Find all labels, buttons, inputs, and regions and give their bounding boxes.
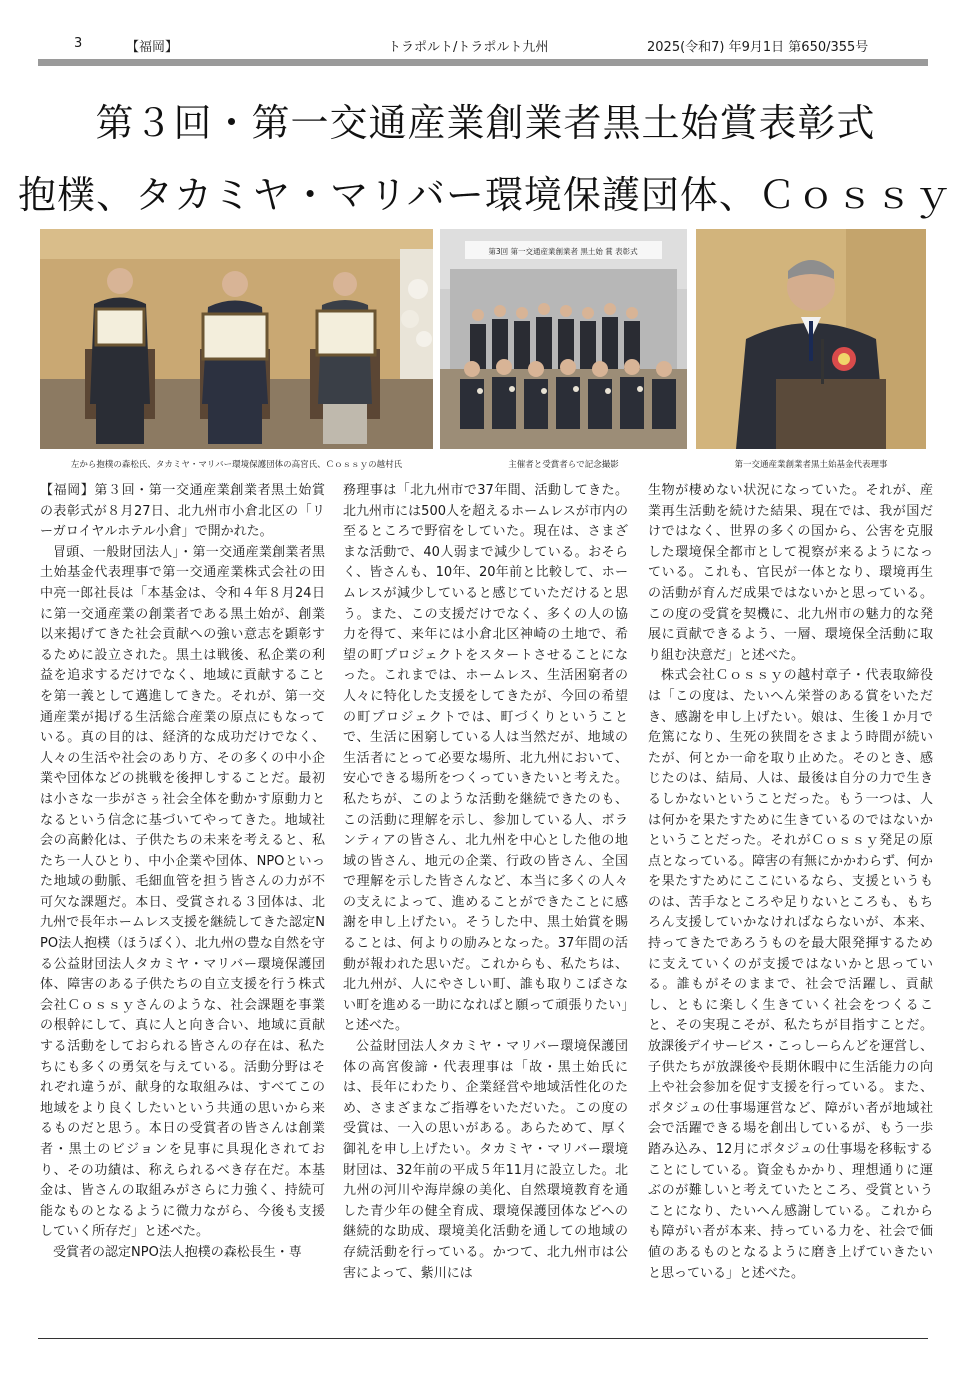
paragraph: 公益財団法人タカミヤ・マリバー環境保護団体の高宮俊諦・代表理事は「故・黒土始氏には、長年にわたり、企業経営や地域活性化のため、さまざまなご指導をいただいた。この度の受賞は、一入の思いがある。あらためて、厚く御礼を申し上げたい。タカミヤ・マリバー環境財団は、32年前の平成５年11月に設立した。北九州の河川や海岸線の美化、自然環境教育を通した青少年の健全育成、環境保護団体などへの継続的な助成、環境美化活動を通しての地域の存続活動を行っている。かつて、北九州市は公害によって、紫川には (343, 1039, 628, 1281)
region-label: 【福岡】 (126, 40, 179, 55)
photo-caption-2: 主催者と受賞者らで記念撮影 (508, 460, 619, 470)
article-column-3 (648, 481, 933, 1284)
paragraph: 【福岡】第３回・第一交通産業創業者黒土始賞の表彰式が８月27日、北九州市小倉北区の「リーガロイヤルホテル小倉」で開かれた。 (40, 483, 325, 540)
paragraph: 務理事は「北九州市で37年間、活動してきた。北九州市には500人を超えるホームレスが市内の至るところで野宿をしていた。現在は、さまざまな活動で、40人弱まで減少している。おそらく、皆さんも、10年、20年前と比較して、ホームレスが減少していると感じていただけると思う。また、この支援だけでなく、多くの人の協力を得て、来年には小倉北区神崎の土地で、希望の町プロジェクトをスタートさせることになった。これまでは、ホームレス、生活困窮者の人々に特化した支援をしてきたが、今回の希望の町プロジェクトでは、町づくりということで、生活に困窮している人は当然だが、地域の生活者にとって必要な場所、北九州において、安心できる場所をつくっていきたいと考えた。私たちが、このような活動を継続できたのも、この活動に理解を示し、参加している人、ボランティアの皆さん、北九州を中心とした他の地域の皆さん、地元の企業、行政の皆さん、全国で理解を示した皆さんなど、本当に多くの人々の支えによって、進めることができたことに感謝を申し上げたい。そうした中、黒土始賞を賜ることは、何よりの励みとなった。37年間の活動が報われた思いだ。これからも、私たちは、北九州が、人にやさしい町、誰も取りこぼさない町を進める一助になればと願って頑張りたい」と述べた。 (343, 483, 628, 1034)
paragraph: 株式会社Ｃｏｓｓｙの越村章子・代表取締役は「この度は、たいへん栄誉のある賞をいただき、感謝を申し上げたい。娘は、生後１か月で危篤になり、生死の狭間をさまよう時間が続いたが、何とか一命を取り止めた。そのとき、感じたのは、結局、人は、最後は自分の力で生きるしかないということだった。もう一つは、人は何かを果たすために生きているのではないかということだった。それがＣｏｓｓｙ発足の原点となっている。障害の有無にかかわらず、何かを果たすためにここにいるなら、支援というものは、苦手なところや足りないところも、もちろん支援していかなければならないが、本来、持ってきたであろうものを最大限発揮するために支えていくのが支援ではないかと思っている。誰もがそのままで、社会で活躍し、貢献し、ともに楽しく生きていく社会をつくること、その実現こそが、私たちが目指すことだ。放課後デイサービス・こっしーらんどを運営し、子供たちが放課後や長期休暇中に生活能力の向上や社会参加を促す支援を行っている。また、ポタジュの仕事場運営など、障がい者が地域社会で活躍できる場を創出しているが、もう一歩踏み込み、12月にポタジュの仕事場を移転することにしている。資金もかかり、理想通りに運ぶのが難しいと考えていたところ、受賞ということになり、たいへん感謝している。これからも障がい者が本来、持っている力を、社会で価値のあるものとなるように磨き上げていきたいと思っている」と述べた。 (648, 668, 933, 1281)
photo-caption-3: 第一交通産業創業者黒土始基金代表理事 (734, 460, 888, 470)
headline-line-1: 第３回・第一交通産業創業者黒土始賞表彰式 (95, 101, 876, 145)
photo-caption-1: 左から抱樸の森松氏、タカミヤ・マリバー環境保護団体の高宮氏、Ｃｏｓｓｙの越村氏 (70, 460, 403, 470)
paragraph: 受賞者の認定NPO法人抱樸の森松長生・専 (53, 1244, 302, 1260)
page-number: 3 (74, 36, 83, 51)
headline-line-2: 抱樸、タカミヤ・マリバー環境保護団体、Ｃｏｓｓｙ (18, 173, 953, 217)
page-header (38, 36, 928, 56)
article-column-1 (40, 481, 325, 1264)
event-banner-text: 第3回 第一交通産業創業者 黒土始 賞 表彰式 (488, 247, 638, 256)
header-rule (38, 59, 928, 66)
paragraph: 生物が棲めない状況になっていた。それが、産業再生活動を続けた結果、現在では、我が国だけではなく、世界の多くの国から、公害を克服した環境保全都市として視察が来るようになっている。これも、官民が一体となり、環境再生の活動が育んだ成果ではないかと思っている。この度の受賞を契機に、北九州市の魅力的な発展に貢献できるよう、一層、環境保全活動に取り組む決意だ」と述べた。 (648, 483, 933, 663)
photo-speaker-podium (696, 229, 926, 449)
photo-award-recipients (40, 229, 433, 449)
issue-date: 2025(令和7) 年9月1日 第650/355号 (647, 40, 869, 55)
paragraph: 冒頭、一般財団法人」・第一交通産業創業者黒土始基金代表理事で第一交通産業株式会社の田中亮一郎社長は「本基金は、令和４年８月24日に第一交通産業の創業者である黒土始が、創業以来掲げてきた社会貢献への強い意志を顕彰するために設立された。黒土は戦後、私企業の利益を追求するだけでなく、地域に貢献することを第一義として邁進してきた。それが、第一交通産業が掲げる生活総合産業の原点にもなっている。真の目的は、経済的な成功だけでなく、人々の生活や社会のあり方、その多くの中小企業や団体などの挑戦を後押しすることだ。最初は小さな一歩がさぅ社会全体を動かす原動力となるという信念に基づいてやってきた。地域社会の高齢化は、子供たちの未来を考えると、私たち一人ひとり、中小企業や団体、NPOといった地域の動脈、毛細血管を担う皆さんの力が不可欠な課題だ。本日、受賞される３団体は、北九州で長年ホームレス支援を継続してきた認定NPO法人抱樸（ほうぼく）、北九州の豊な自然を守る公益財団法人タカミヤ・マリバー環境保護団体、障害のある子供たちの自立支援を行う株式会社Ｃｏｓｓｙさんのような、社会課題を事業の根幹にして、真に人と向き合い、地域に貢献する活動をしておられる皆さんの存在は、私たちにも多くの勇気を与えている。活動分野はそれぞれ違うが、献身的な取組みは、すべてこの地域をより良くしたいという共通の思いから来るものだと思う。本日の受賞者の皆さんは創業者・黒土のビジョンを見事に具現化されており、その功績は、称えられるべき存在だ。本基金は、皆さんの取組みがさらに力強く、持続可能なものとなるように微力ながら、今後も支援していく所存だ」と述べた。 (40, 544, 325, 1240)
newspaper-name: トラポルト/トラポルト九州 (388, 40, 549, 55)
photo-group-commemorative (440, 229, 687, 449)
article-column-2 (343, 481, 628, 1284)
footer-rule (38, 1338, 928, 1339)
